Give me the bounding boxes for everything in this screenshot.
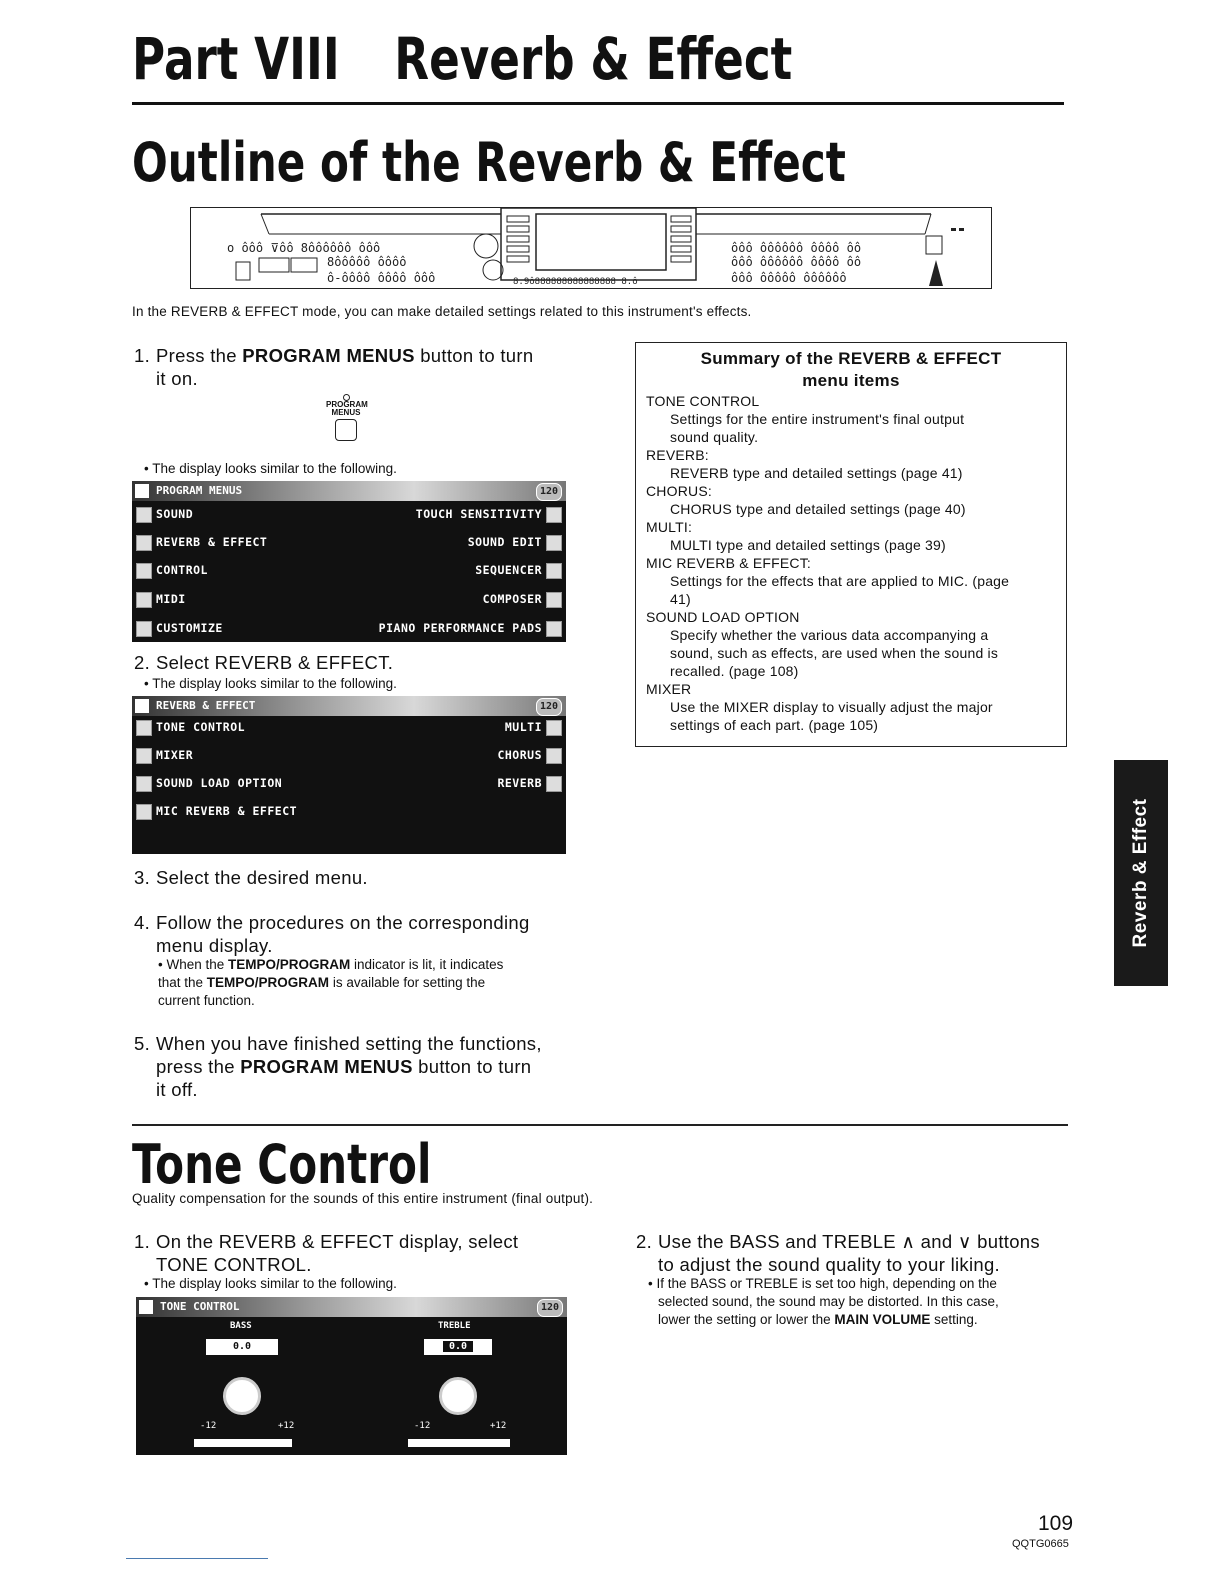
- lcd-title-bar: REVERB & EFFECT 120: [132, 696, 566, 716]
- step-4-note: • When the TEMPO/PROGRAM indicator is lit, it indicates that the TEMPO/PROGRAM is available for setting the current function.: [158, 957, 504, 1008]
- menu-item-mixer[interactable]: MIXER: [136, 747, 193, 764]
- program-menus-display: [132, 481, 566, 642]
- summary-item: MULTI:: [646, 519, 693, 535]
- lcd-title-bar: TONE CONTROL 120: [136, 1297, 567, 1317]
- treble-max-label: +12: [490, 1421, 507, 1431]
- tone-step-2-note: • If the BASS or TREBLE is set too high, depending on the selected sound, the sound may be distorted. In this case, lower the setting or lower the MAIN VOLUME setting.: [648, 1276, 999, 1327]
- step-1: 1. Press the PROGRAM MENUS button to turn it on.: [134, 345, 534, 389]
- tone-control-icon: [136, 720, 152, 736]
- tone-control-intro: Quality compensation for the sounds of this entire instrument (final output).: [132, 1191, 594, 1206]
- program-menus-button[interactable]: [335, 419, 357, 441]
- treble-slider[interactable]: [408, 1439, 510, 1447]
- composer-icon: [546, 592, 562, 608]
- mixer-icon: [136, 748, 152, 764]
- svg-text:o ôôô ⊽ôô 8ôôôôôô ôôô: o ôôô ⊽ôô 8ôôôôôô ôôô: [227, 241, 381, 255]
- mic-icon: [136, 804, 152, 820]
- menu-item-reverb[interactable]: REVERB: [497, 775, 562, 792]
- reverb-icon: [546, 776, 562, 792]
- bass-slider[interactable]: [194, 1439, 292, 1447]
- summary-item: SOUND LOAD OPTION: [646, 609, 800, 625]
- touch-icon: [546, 507, 562, 523]
- menu-item-piano-performance-pads[interactable]: PIANO PERFORMANCE PADS: [379, 620, 562, 637]
- bass-max-label: +12: [278, 1421, 295, 1431]
- summary-item: TONE CONTROL: [646, 393, 760, 409]
- tone-step-2: 2. Use the BASS and TREBLE ∧ and ∨ buttons to adjust the sound quality to your liking.: [636, 1231, 1040, 1275]
- svg-text:ôôô ôôôôôô ôôôô ôô: ôôô ôôôôôô ôôôô ôô: [731, 255, 862, 269]
- multi-icon: [546, 720, 562, 736]
- keyboard-panel-illustration: [190, 207, 992, 289]
- menu-item-sound-edit[interactable]: SOUND EDIT: [468, 534, 562, 551]
- menu-item-mic-reverb-effect[interactable]: MIC REVERB & EFFECT: [136, 803, 297, 820]
- step-1-note: • The display looks similar to the following.: [144, 461, 397, 476]
- edit-icon: [546, 535, 562, 551]
- sequencer-icon: [546, 563, 562, 579]
- step-2: 2. Select REVERB & EFFECT.: [134, 652, 394, 673]
- menu-item-chorus[interactable]: CHORUS: [497, 747, 562, 764]
- menu-item-sound[interactable]: SOUND: [136, 506, 193, 523]
- reverb-icon: [135, 699, 149, 713]
- svg-text:8ôôôôô ôôôô: 8ôôôôô ôôôô: [327, 255, 407, 269]
- sound-load-icon: [136, 776, 152, 792]
- page-number: 109: [1038, 1512, 1074, 1535]
- svg-text:ôôô ôôôôôô ôôôô ôô: ôôô ôôôôôô ôôôô ôô: [731, 241, 862, 255]
- footer-line: [126, 1558, 268, 1559]
- chorus-icon: [546, 748, 562, 764]
- menu-item-midi[interactable]: MIDI: [136, 591, 186, 608]
- bass-min-label: -12: [200, 1421, 217, 1431]
- summary-box: Summary of the REVERB & EFFECT menu items TONE CONTROL Settings for the entire instrument's final output sound quality. REVERB: REVERB type and detailed settings (page 41) CHORUS: CHORUS type and detailed settings (page 40) MULTI: MULTI type and detailed settings (page 39) MIC REVERB & EFFECT: Settings for the effects that are applied to MIC. (page 41) SOUND LOAD OPTION Specify whether the various data accompanying a sound, such as effects, are used when the sound is recalled. (page 108) MIXER Use the MIXER display to visually adjust the major settings of each part. (page 105): [635, 342, 1067, 747]
- reverb-icon: [136, 535, 152, 551]
- svg-text:ôôô ôôôôô ôôôôôô: ôôô ôôôôô ôôôôôô: [731, 271, 847, 285]
- menu-item-sound-load-option[interactable]: SOUND LOAD OPTION: [136, 775, 282, 792]
- svg-text:ô-ôôôô ôôôô ôôô: ô-ôôôô ôôôô ôôô: [327, 271, 436, 285]
- bass-knob[interactable]: [223, 1377, 261, 1415]
- step-4: 4. Follow the procedures on the corresponding menu display.: [134, 912, 530, 956]
- section-rule: [132, 1124, 1068, 1126]
- menu-item-control[interactable]: CONTROL: [136, 562, 208, 579]
- menu-item-multi[interactable]: MULTI: [505, 719, 562, 736]
- header-rule: [132, 102, 1064, 105]
- sound-icon: [136, 507, 152, 523]
- menu-item-sequencer[interactable]: SEQUENCER: [475, 562, 562, 579]
- treble-label: TREBLE: [438, 1321, 471, 1331]
- control-icon: [136, 563, 152, 579]
- step-3: 3. Select the desired menu.: [134, 867, 368, 888]
- tone-control-heading: Tone Control: [132, 1133, 432, 1196]
- step-2-note: • The display looks similar to the following.: [144, 676, 397, 691]
- svg-text:8.9ô888888888888888 8.ô: 8.9ô888888888888888 8.ô: [513, 277, 638, 287]
- midi-icon: [136, 592, 152, 608]
- summary-item: CHORUS:: [646, 483, 712, 499]
- treble-knob[interactable]: [439, 1377, 477, 1415]
- menu-item-customize[interactable]: CUSTOMIZE: [136, 620, 223, 637]
- pads-icon: [546, 621, 562, 637]
- menu-item-touch-sensitivity[interactable]: TOUCH SENSITIVITY: [416, 506, 562, 523]
- tone-step-1: 1. On the REVERB & EFFECT display, select TONE CONTROL.: [134, 1231, 519, 1275]
- outline-heading: Outline of the Reverb & Effect: [132, 131, 846, 194]
- bass-label: BASS: [230, 1321, 252, 1331]
- menu-item-composer[interactable]: COMPOSER: [483, 591, 562, 608]
- summary-item: REVERB:: [646, 447, 709, 463]
- menu-icon: [135, 484, 149, 498]
- step-5: 5. When you have finished setting the functions, press the PROGRAM MENUS button to turn it off.: [134, 1033, 542, 1100]
- section-side-tab: Reverb & Effect: [1114, 760, 1168, 986]
- part-heading: Part VIII Reverb & Effect: [132, 25, 793, 93]
- program-menus-button-illustration: PROGRAM MENUS: [326, 394, 366, 441]
- bass-value-field[interactable]: 0.0: [206, 1339, 278, 1355]
- reverb-effect-display: [132, 696, 566, 854]
- lcd-title-bar: PROGRAM MENUS 120: [132, 481, 566, 501]
- treble-value-field[interactable]: 0.0: [424, 1339, 492, 1355]
- customize-icon: [136, 621, 152, 637]
- menu-item-tone-control[interactable]: TONE CONTROL: [136, 719, 245, 736]
- summary-item: MIXER: [646, 681, 692, 697]
- summary-item: MIC REVERB & EFFECT:: [646, 555, 812, 571]
- summary-title: Summary of the REVERB & EFFECT: [700, 349, 1002, 368]
- document-code: QQTG0665: [1012, 1538, 1069, 1550]
- tone-control-display: [136, 1297, 567, 1455]
- tone-step-1-note: • The display looks similar to the following.: [144, 1276, 397, 1291]
- treble-min-label: -12: [414, 1421, 431, 1431]
- outline-intro: In the REVERB & EFFECT mode, you can make detailed settings related to this instrument's effects.: [132, 304, 752, 319]
- menu-item-reverb-effect[interactable]: REVERB & EFFECT: [136, 534, 267, 551]
- tone-control-icon: [139, 1300, 153, 1314]
